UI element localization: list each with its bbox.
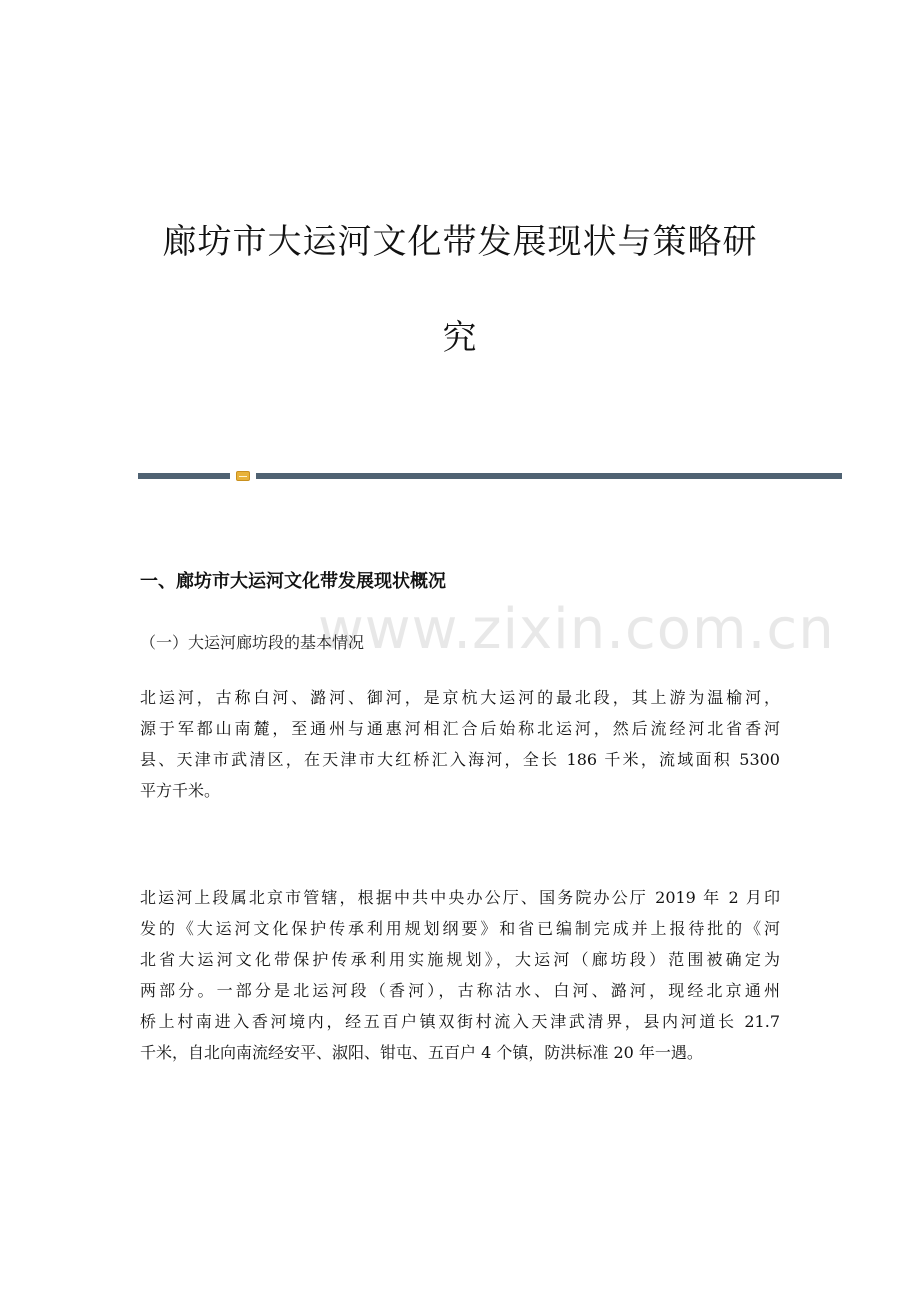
paragraph-line: 桥上村南进入香河境内，经五百户镇双街村流入天津武清界，县内河道长 21.7 [140,1012,780,1031]
title-divider [138,470,842,480]
divider-bar-right [256,473,842,479]
divider-bar-left [138,473,230,479]
paragraph-line: 千米，自北向南流经安平、淑阳、钳屯、五百户 4 个镇，防洪标准 20 年一遇。 [140,1043,703,1062]
paragraph-line: 北省大运河文化带保护传承利用实施规划》，大运河（廊坊段）范围被确定为 [140,950,780,969]
paragraph-line: 两部分。一部分是北运河段（香河），古称沽水、白河、潞河，现经北京通州 [140,981,780,1000]
paragraph-line: 平方千米。 [140,781,221,800]
divider-ornament-icon [236,471,250,481]
watermark-text: www.zixin.com.cn [318,597,835,662]
paragraph-2 [140,882,780,1068]
section-heading: 一、廊坊市大运河文化带发展现状概况 [140,571,446,592]
subsection-heading: （一）大运河廊坊段的基本情况 [140,633,365,652]
paragraph-line: 县、天津市武清区，在天津市大红桥汇入海河，全长 186 千米，流域面积 5300 [140,750,780,769]
paragraph-line: 源于军都山南麓，至通州与通惠河相汇合后始称北运河，然后流经河北省香河 [140,719,780,738]
paragraph-line: 发的《大运河文化保护传承利用规划纲要》和省已编制完成并上报待批的《河 [140,919,780,938]
document-title-line2: 究 [442,318,478,358]
paragraph-line: 北运河，古称白河、潞河、御河，是京杭大运河的最北段，其上游为温榆河， [140,688,780,707]
document-title-line1: 廊坊市大运河文化带发展现状与策略研 [162,222,758,262]
paragraph-1 [140,682,780,806]
paragraph-line: 北运河上段属北京市管辖，根据中共中央办公厅、国务院办公厅 2019 年 2 月印 [140,888,780,907]
